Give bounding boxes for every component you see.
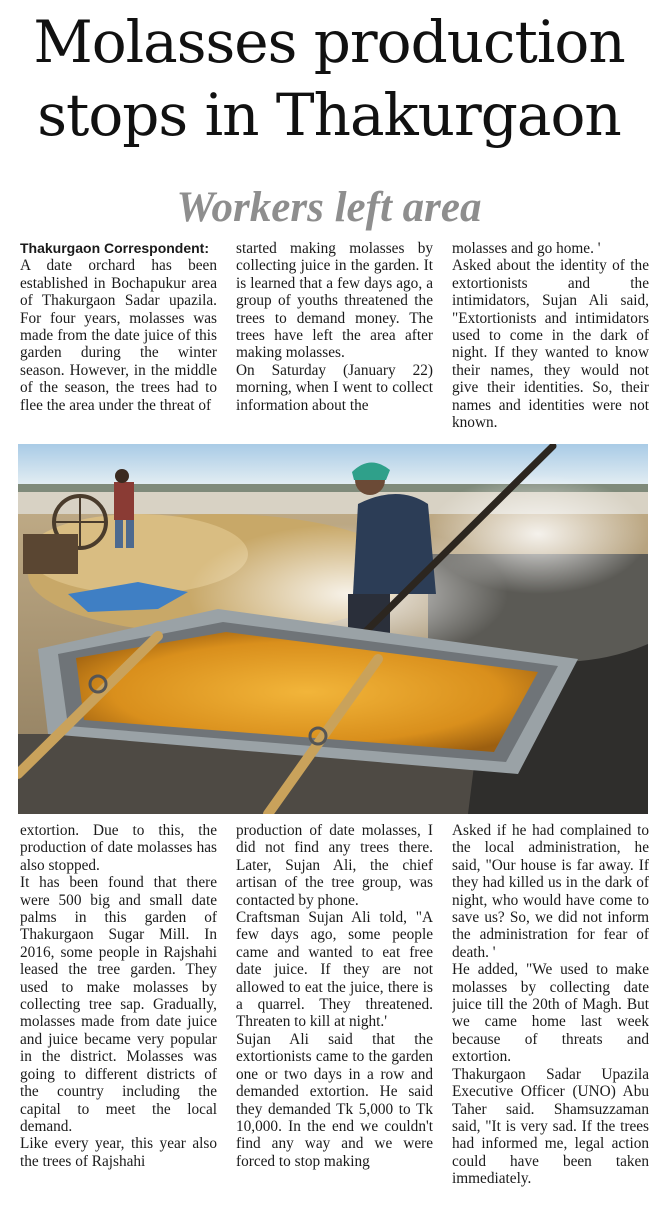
headline-line-2: stops in Thakurgaon: [37, 81, 621, 149]
top-col2-paragraph-1: started making molasses by collecting juice in the garden. It is learned that a few days ago, a group of youths threatened the trees to demand money. The trees have left the area after making molasses.: [236, 240, 433, 362]
bottom-col1-paragraph-2: It has been found that there were 500 big and small date palms in this garden of Thakurgaon Sugar Mill. In 2016, some people in Rajshahi leased the tree garden. They used to make molasses by collecting tree sap. Gradually, molasses made from date juice and juice became very popular in the district. Molasses was going to different districts of the country including the capital to meet the local demand.: [20, 874, 217, 1135]
bottom-column-2: [236, 822, 433, 1218]
top-col3-paragraph-2: Asked about the identity of the extortionists and the intimidators, Sujan Ali said, "Extortionists and intimidators used to come in the dark of night. If they wanted to know their names, they would not give their identities. So, their names and identities were not known.: [452, 257, 649, 432]
top-column-3: [452, 240, 649, 440]
bottom-col1-paragraph-3: Like every year, this year also the trees of Rajshahi: [20, 1135, 217, 1170]
bottom-column-1: [20, 822, 217, 1218]
bottom-col2-paragraph-1: production of date molasses, I did not find any trees there. Later, Sujan Ali, the chief artisan of the tree group, was contacted by phone.: [236, 822, 433, 909]
bottom-col2-paragraph-2: Craftsman Sujan Ali told, "A few days ago, some people came and wanted to eat free date juice. If they are not allowed to eat the juice, there is a quarrel. They threatened. Threaten to kill at night.': [236, 909, 433, 1031]
top-col1-text: A date orchard has been established in Bochapukur area of Thakurgaon Sadar upazila. For four years, molasses was made from the date juice of this garden during the winter season. However, in the middle of the season, the trees had to flee the area under the threat of: [20, 257, 217, 414]
bottom-col3-paragraph-1: Asked if he had complained to the local administration, he said, "Our house is far away. If they had killed us in the dark of night, who would have come to save us? So, we did not inform the administration for fear of death. ': [452, 822, 649, 961]
top-col2-paragraph-2: On Saturday (January 22) morning, when I went to collect information about the: [236, 361, 433, 414]
headline-line-1: Molasses production: [33, 8, 625, 76]
top-column-2: [236, 240, 433, 440]
top-column-1: [20, 240, 217, 440]
bottom-col3-paragraph-2: He added, "We used to make molasses by collecting date juice till the 20th of Magh. But we came home last week because of threats and extortion.: [452, 961, 649, 1066]
bottom-column-3: [452, 822, 649, 1218]
headline: [0, 6, 658, 152]
bottom-col3-paragraph-3: Thakurgaon Sadar Upazila Executive Officer (UNO) Abu Taher said. Shamsuzzaman said, "It is very sad. If the trees had informed me, legal action could have been taken immediately.: [452, 1065, 649, 1188]
kicker: Workers left area: [176, 184, 482, 231]
bottom-col2-paragraph-3: Sujan Ali said that the extortionists came to the garden one or two days in a row and demanded extortion. He said they demanded Tk 5,000 to Tk 10,000. In the end we couldn't find any way and we were forced to stop making: [236, 1030, 433, 1170]
top-col3-paragraph-1: molasses and go home. ': [452, 240, 601, 257]
molasses-boiling-photo: [18, 444, 648, 814]
byline: Thakurgaon Correspondent:: [20, 240, 210, 256]
bottom-col1-paragraph-1: extortion. Due to this, the production of date molasses has also stopped.: [20, 822, 217, 874]
